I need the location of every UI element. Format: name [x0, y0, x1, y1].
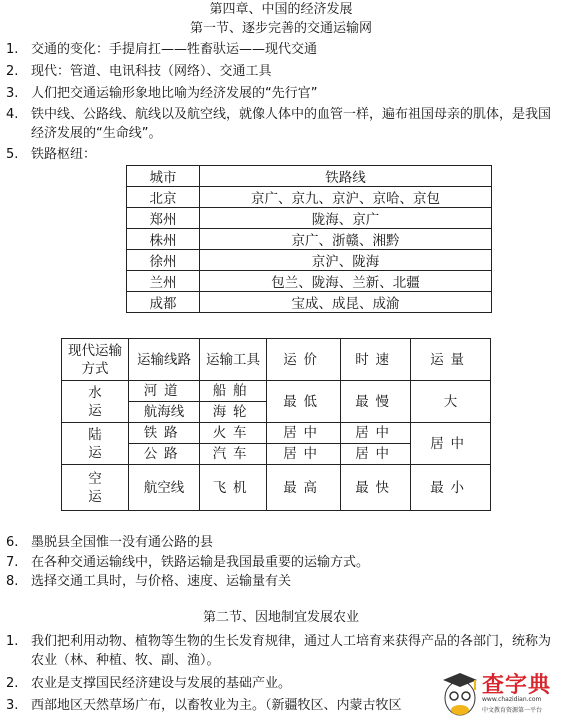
table-cell: 京沪、陇海 [200, 250, 492, 271]
table-row [127, 166, 492, 187]
table-cell: 宝成、成昆、成渝 [200, 292, 492, 313]
table-cell: 火车 [200, 423, 267, 444]
table-row [127, 250, 492, 271]
table-row [62, 381, 491, 402]
table-row [62, 423, 491, 444]
table-row [62, 339, 491, 381]
table-cell: 兰州 [127, 271, 200, 292]
table-row [127, 271, 492, 292]
table-cell: 居中 [411, 423, 491, 465]
table-cell: 最低 [267, 381, 341, 423]
table-header: 运量 [411, 339, 491, 381]
table-row [127, 292, 492, 313]
section1-title: 第一节、逐步完善的交通运输网 [189, 21, 372, 36]
table-cell: 最高 [267, 465, 341, 511]
table-row [127, 208, 492, 229]
table-cell: 飞机 [200, 465, 267, 511]
table-cell: 居中 [267, 423, 341, 444]
table-cell: 铁路 [129, 423, 200, 444]
table-header: 运输工具 [200, 339, 267, 381]
table-cell: 水运 [62, 381, 129, 423]
table-cell: 大 [411, 381, 491, 423]
table-cell: 京广、京九、京沪、京哈、京包 [200, 187, 492, 208]
table-cell: 汽车 [200, 444, 267, 465]
table-cell: 航海线 [129, 402, 200, 423]
table-row [127, 187, 492, 208]
table-cell: 北京 [127, 187, 200, 208]
table-cell: 航空线 [129, 465, 200, 511]
table-cell: 株州 [127, 229, 200, 250]
table-cell: 公路 [129, 444, 200, 465]
table-cell: 最快 [341, 465, 411, 511]
table-cell: 成都 [127, 292, 200, 313]
logo-slogan: 中文教育资源第一平台 [482, 707, 543, 714]
logo-brand: 查字典 [482, 673, 552, 698]
table-header: 运输线路 [129, 339, 200, 381]
table-cell: 海轮 [200, 402, 267, 423]
table-header: 铁路线 [200, 166, 492, 187]
chazidian-logo [440, 668, 558, 718]
logo-url: www.chazidian.com [482, 696, 542, 703]
table-cell: 河道 [129, 381, 200, 402]
table-row [127, 229, 492, 250]
transport-comparison-table [61, 338, 491, 511]
table-cell: 空运 [62, 465, 129, 511]
table-cell: 郑州 [127, 208, 200, 229]
table-cell: 船舶 [200, 381, 267, 402]
table-cell: 居中 [267, 444, 341, 465]
table-cell: 最小 [411, 465, 491, 511]
table-header: 时速 [341, 339, 411, 381]
table-cell: 陆运 [62, 423, 129, 465]
table-cell: 陇海、京广 [200, 208, 492, 229]
table-header: 现代运输方式 [62, 339, 129, 381]
table-row [62, 465, 491, 511]
table-cell: 徐州 [127, 250, 200, 271]
table-cell: 京广、浙赣、湘黔 [200, 229, 492, 250]
rail-hub-table [126, 165, 492, 313]
table-cell: 最慢 [341, 381, 411, 423]
chapter-title: 第四章、中国的经济发展 [209, 2, 353, 17]
table-cell: 包兰、陇海、兰新、北疆 [200, 271, 492, 292]
table-cell: 居中 [341, 444, 411, 465]
table-cell: 居中 [341, 423, 411, 444]
table-header: 城市 [127, 166, 200, 187]
section2-title: 第二节、因地制宜发展农业 [202, 610, 359, 625]
table-header: 运价 [267, 339, 341, 381]
